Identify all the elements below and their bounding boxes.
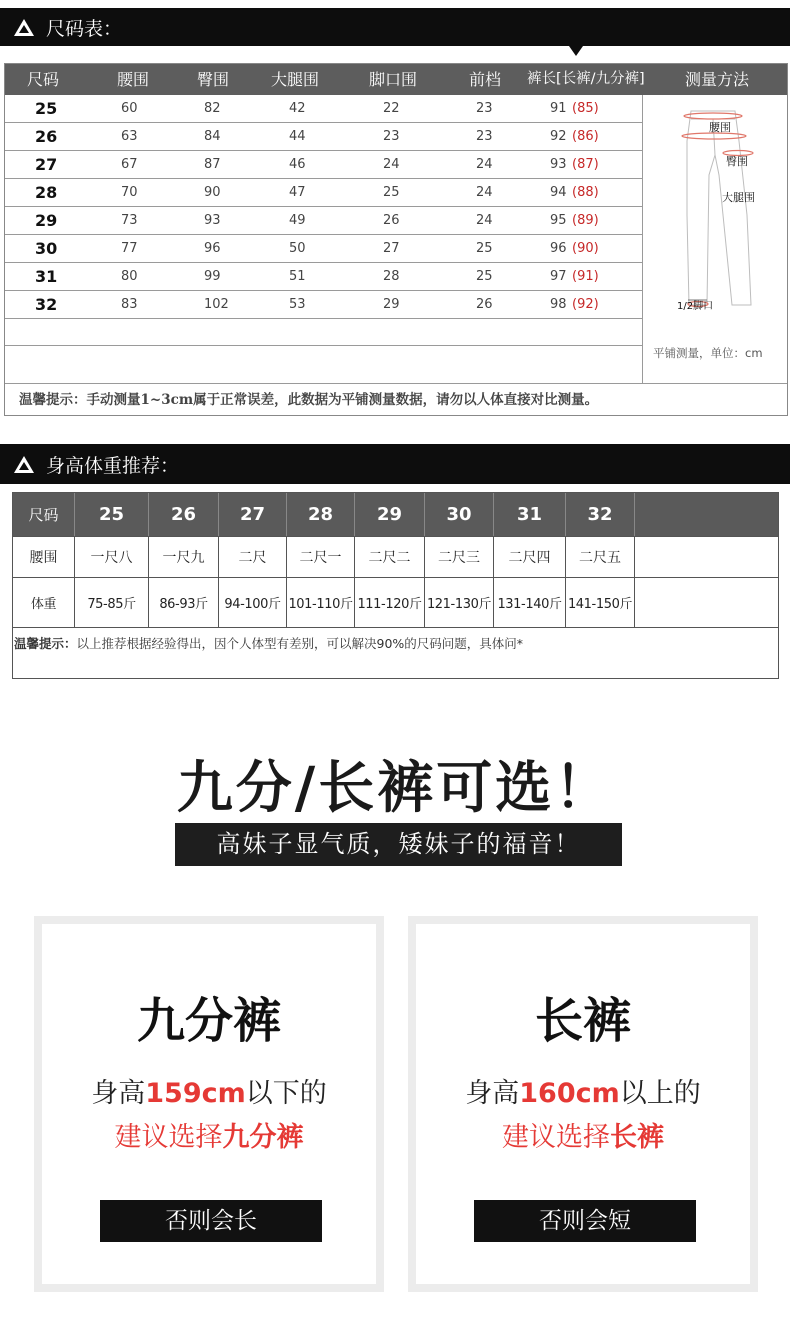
table-cell: 一尺八 bbox=[75, 537, 149, 577]
table-row bbox=[5, 151, 642, 179]
table-cell-size: 27 bbox=[35, 155, 58, 174]
card-title: 九分裤 bbox=[136, 993, 281, 1049]
table-cell-length-cropped: (89) bbox=[572, 213, 599, 228]
table-cell-length: 94 bbox=[550, 185, 567, 200]
table-cell: 141-150斤 bbox=[566, 578, 635, 627]
table-cell-hem: 29 bbox=[383, 297, 400, 312]
table-cell-size: 26 bbox=[35, 127, 58, 146]
triangle-icon bbox=[14, 19, 34, 36]
table-cell-hem: 24 bbox=[383, 157, 400, 172]
table-cell-hip: 90 bbox=[204, 185, 221, 200]
table-row bbox=[5, 263, 642, 291]
table-cell-hem: 26 bbox=[383, 213, 400, 228]
table-cell: 二尺四 bbox=[494, 537, 566, 577]
card-height-value: 160cm bbox=[519, 1078, 620, 1109]
table-cell: 二尺一 bbox=[287, 537, 355, 577]
row-label: 尺码 bbox=[13, 493, 75, 536]
table-row bbox=[5, 179, 642, 207]
recommend-table bbox=[12, 492, 779, 679]
table-cell: 二尺五 bbox=[566, 537, 635, 577]
table-cell-hip: 87 bbox=[204, 157, 221, 172]
empty-cell bbox=[635, 493, 708, 536]
table-cell-thigh: 50 bbox=[289, 241, 306, 256]
recommend-note-text: 以上推荐根据经验得出，因个人体型有差别，可以解决90%的尺码问题，具体问* bbox=[76, 636, 524, 651]
recommend-note bbox=[13, 629, 778, 678]
table-cell: 29 bbox=[355, 493, 425, 536]
size-chart-header-cell: 腰围 bbox=[117, 70, 150, 89]
table-cell-waist: 77 bbox=[121, 241, 138, 256]
table-cell: 131-140斤 bbox=[494, 578, 566, 627]
size-chart-header-cell: 裤长[长裤/九分裤] bbox=[527, 71, 645, 87]
table-cell-length: 98 bbox=[550, 297, 567, 312]
pants-diagram-icon bbox=[643, 95, 788, 383]
card-suggest-item: 九分裤 bbox=[222, 1122, 304, 1153]
recommend-waist-row bbox=[13, 536, 778, 577]
table-cell-rise: 23 bbox=[476, 129, 493, 144]
table-cell: 二尺二 bbox=[355, 537, 425, 577]
table-cell: 30 bbox=[425, 493, 494, 536]
measure-note: 平铺测量，单位：cm bbox=[653, 346, 763, 360]
table-cell-size: 30 bbox=[35, 239, 58, 258]
card-height-line bbox=[42, 1071, 376, 1110]
card-height-value: 159cm bbox=[145, 1078, 246, 1109]
table-cell-hip: 84 bbox=[204, 129, 221, 144]
table-cell-thigh: 49 bbox=[289, 213, 306, 228]
table-cell-length: 92 bbox=[550, 129, 567, 144]
recommend-header bbox=[0, 444, 790, 484]
table-cell-thigh: 53 bbox=[289, 297, 306, 312]
table-cell-length: 95 bbox=[550, 213, 567, 228]
table-cell-length-cropped: (91) bbox=[572, 269, 599, 284]
table-cell-length-cropped: (92) bbox=[572, 297, 599, 312]
empty-cell bbox=[635, 537, 708, 577]
card-suggest-item: 长裤 bbox=[610, 1122, 664, 1153]
table-cell-hip: 99 bbox=[204, 269, 221, 284]
size-chart-header-cell: 前档 bbox=[469, 70, 502, 89]
empty-row bbox=[5, 319, 642, 346]
promo-subtitle: 高妹子显气质，矮妹子的福音！ bbox=[175, 823, 622, 866]
table-cell-length-cropped: (85) bbox=[572, 101, 599, 116]
card-warning-button: 否则会短 bbox=[474, 1200, 696, 1242]
table-cell-waist: 80 bbox=[121, 269, 138, 284]
table-cell-size: 28 bbox=[35, 183, 58, 202]
table-cell-length: 96 bbox=[550, 241, 567, 256]
long-pants-card bbox=[408, 916, 758, 1292]
table-cell-hip: 102 bbox=[204, 297, 229, 312]
table-cell-thigh: 51 bbox=[289, 269, 306, 284]
cropped-pants-card bbox=[34, 916, 384, 1292]
table-cell: 一尺九 bbox=[149, 537, 219, 577]
table-cell: 75-85斤 bbox=[75, 578, 149, 627]
table-cell-length-cropped: (87) bbox=[572, 157, 599, 172]
table-cell-length-cropped: (86) bbox=[572, 129, 599, 144]
size-chart-header-cell: 测量方法 bbox=[685, 70, 750, 89]
table-cell-rise: 25 bbox=[476, 241, 493, 256]
table-cell-waist: 70 bbox=[121, 185, 138, 200]
table-cell: 27 bbox=[219, 493, 287, 536]
down-arrow-icon bbox=[569, 46, 583, 56]
recommend-size-row bbox=[13, 493, 778, 536]
table-cell: 121-130斤 bbox=[425, 578, 494, 627]
card-height-pre: 身高 bbox=[91, 1078, 146, 1109]
card-height-line bbox=[416, 1071, 750, 1110]
table-row bbox=[5, 235, 642, 263]
table-cell-waist: 60 bbox=[121, 101, 138, 116]
table-cell-waist: 83 bbox=[121, 297, 138, 312]
card-warning-button: 否则会长 bbox=[100, 1200, 322, 1242]
size-chart-table bbox=[4, 63, 788, 416]
diagram-label-hip: 臀围 bbox=[726, 155, 748, 168]
table-cell-size: 32 bbox=[35, 295, 58, 314]
size-chart-header-cell: 臀围 bbox=[197, 70, 230, 89]
size-chart-note: 温馨提示：手动测量1~3cm属于正常误差，此数据为平铺测量数据，请勿以人体直接对比测量。 bbox=[5, 383, 787, 416]
table-cell-rise: 24 bbox=[476, 185, 493, 200]
table-cell-size: 31 bbox=[35, 267, 58, 286]
table-cell-rise: 25 bbox=[476, 269, 493, 284]
table-cell-hip: 93 bbox=[204, 213, 221, 228]
card-suggest-pre: 建议选择 bbox=[502, 1122, 610, 1153]
row-label: 腰围 bbox=[13, 537, 75, 577]
table-cell: 28 bbox=[287, 493, 355, 536]
table-cell: 101-110斤 bbox=[287, 578, 355, 627]
table-cell-length-cropped: (88) bbox=[572, 185, 599, 200]
table-cell-thigh: 46 bbox=[289, 157, 306, 172]
table-cell-rise: 24 bbox=[476, 213, 493, 228]
table-cell-rise: 24 bbox=[476, 157, 493, 172]
table-row bbox=[5, 291, 642, 319]
diagram-label-thigh: 大腿围 bbox=[722, 191, 755, 204]
recommend-weight-row bbox=[13, 577, 778, 628]
table-cell-hem: 23 bbox=[383, 129, 400, 144]
table-cell: 31 bbox=[494, 493, 566, 536]
table-cell-length: 91 bbox=[550, 101, 567, 116]
card-suggest-pre: 建议选择 bbox=[114, 1122, 223, 1153]
table-row bbox=[5, 95, 642, 123]
table-cell-length-cropped: (90) bbox=[572, 241, 599, 256]
table-cell-hem: 22 bbox=[383, 101, 400, 116]
table-cell-hip: 96 bbox=[204, 241, 221, 256]
table-cell-hem: 25 bbox=[383, 185, 400, 200]
card-suggest-line bbox=[416, 1115, 750, 1154]
recommend-title: 身高体重推荐： bbox=[46, 454, 180, 477]
table-row bbox=[5, 207, 642, 235]
size-chart-header-row bbox=[5, 64, 787, 95]
table-cell: 二尺三 bbox=[425, 537, 494, 577]
size-chart-header-cell: 大腿围 bbox=[271, 70, 320, 89]
table-cell-hem: 27 bbox=[383, 241, 400, 256]
table-cell: 32 bbox=[566, 493, 635, 536]
table-cell-thigh: 47 bbox=[289, 185, 306, 200]
diagram-label-hem: 1/2脚口 bbox=[677, 301, 714, 312]
table-cell: 26 bbox=[149, 493, 219, 536]
size-chart-header-cell: 脚口围 bbox=[369, 70, 418, 89]
table-cell-waist: 67 bbox=[121, 157, 138, 172]
card-height-pre: 身高 bbox=[465, 1078, 520, 1109]
table-cell-thigh: 42 bbox=[289, 101, 306, 116]
promo-title: 九分/长裤可选！ bbox=[176, 756, 614, 821]
size-chart-rows bbox=[5, 95, 642, 346]
table-cell: 25 bbox=[75, 493, 149, 536]
triangle-icon bbox=[14, 456, 34, 473]
size-chart-title: 尺码表： bbox=[46, 17, 123, 40]
empty-cell bbox=[635, 578, 708, 627]
card-title: 长裤 bbox=[534, 993, 631, 1049]
size-chart-header bbox=[0, 8, 790, 46]
card-height-post: 以上的 bbox=[619, 1078, 701, 1109]
table-cell: 86-93斤 bbox=[149, 578, 219, 627]
diagram-label-waist: 腰围 bbox=[709, 121, 731, 134]
table-cell-waist: 73 bbox=[121, 213, 138, 228]
size-chart-header-cell: 尺码 bbox=[27, 70, 60, 89]
card-suggest-line bbox=[42, 1115, 376, 1154]
recommend-note-label: 温馨提示： bbox=[14, 636, 77, 651]
table-cell-hip: 82 bbox=[204, 101, 221, 116]
table-cell-rise: 26 bbox=[476, 297, 493, 312]
table-row bbox=[5, 123, 642, 151]
table-cell: 111-120斤 bbox=[355, 578, 425, 627]
measurement-diagram bbox=[642, 95, 787, 383]
table-cell-size: 25 bbox=[35, 99, 58, 118]
card-height-post: 以下的 bbox=[245, 1078, 327, 1109]
table-cell-waist: 63 bbox=[121, 129, 138, 144]
table-cell: 二尺 bbox=[219, 537, 287, 577]
table-cell: 94-100斤 bbox=[219, 578, 287, 627]
row-label: 体重 bbox=[13, 578, 75, 627]
table-cell-thigh: 44 bbox=[289, 129, 306, 144]
table-cell-rise: 23 bbox=[476, 101, 493, 116]
table-cell-hem: 28 bbox=[383, 269, 400, 284]
table-cell-length: 93 bbox=[550, 157, 567, 172]
table-cell-size: 29 bbox=[35, 211, 58, 230]
table-cell-length: 97 bbox=[550, 269, 567, 284]
